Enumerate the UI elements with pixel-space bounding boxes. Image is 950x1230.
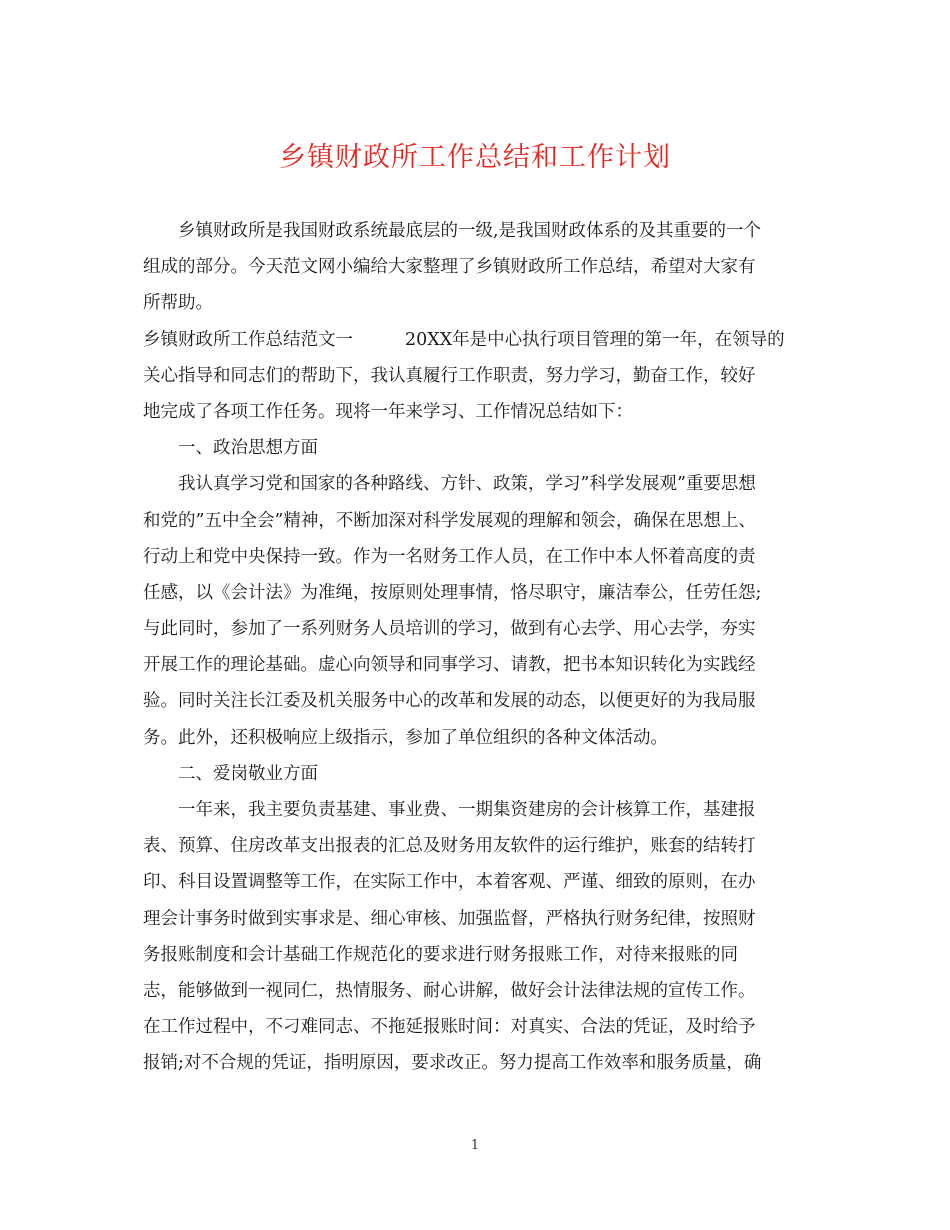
paragraph-line: 地完成了各项工作任务。现将一年来学习、工作情况总结如下：: [143, 401, 633, 422]
page-number: 1: [470, 1138, 480, 1153]
paragraph-line: 志，能够做到一视同仁，热情服务、耐心讲解，做好会计法律法规的宣传工作。: [143, 980, 756, 1001]
paragraph-line: 所帮助。: [143, 293, 213, 314]
paragraph-line: 乡镇财政所是我国财政系统最底层的一级,是我国财政体系的及其重要的一个: [178, 221, 762, 241]
paragraph-text: 20XX年是中心执行项目管理的第一年，在领导的: [405, 329, 785, 350]
section-heading: 一、政治思想方面: [178, 438, 318, 459]
paragraph-line: 表、预算、住房改革支出报表的汇总及财务用友软件的运行维护，账套的结转打: [143, 836, 756, 857]
paragraph-line: 验。同时关注长江委及机关服务中心的改革和发展的动态，以便更好的为我局服: [143, 691, 756, 712]
page-title: 乡镇财政所工作总结和工作计划: [279, 142, 671, 173]
paragraph-line: 关心指导和同志们的帮助下，我认真履行工作职责，努力学习，勤奋工作，较好: [143, 365, 756, 386]
paragraph-line: 一年来，我主要负责基建、事业费、一期集资建房的会计核算工作，基建报: [178, 800, 756, 820]
paragraph-line: 开展工作的理论基础。虚心向领导和同事学习、请教，把书本知识转化为实践经: [143, 655, 756, 676]
document-body: [143, 213, 807, 1082]
paragraph-line: 报销;对不合规的凭证，指明原因，要求改正。努力提高工作效率和服务质量，确: [143, 1053, 762, 1074]
paragraph-line: 理会计事务时做到实事求是、细心审核、加强监督，严格执行财务纪律，按照财: [143, 908, 756, 929]
paragraph-line: 我认真学习党和国家的各种路线、方针、政策，学习”科学发展观”重要思想: [178, 474, 756, 495]
paragraph-line: [143, 322, 807, 358]
paragraph-line: 行动上和党中央保持一致。作为一名财务工作人员，在工作中本人怀着高度的责: [143, 546, 756, 567]
section-heading: 二、爱岗敬业方面: [178, 763, 318, 784]
paragraph-line: 任感，以《会计法》为准绳，按原则处理事情，恪尽职守，廉洁奉公，任劳任怨;: [143, 582, 762, 603]
paragraph-line: 在工作过程中，不刁难同志、不拖延报账时间：对真实、合法的凭证，及时给予: [143, 1017, 756, 1038]
paragraph-line: 印、科目设置调整等工作，在实际工作中，本着客观、严谨、细致的原则，在办: [143, 872, 756, 893]
section-label: 乡镇财政所工作总结范文一: [143, 329, 353, 350]
paragraph-line: 和党的”五中全会”精神，不断加深对科学发展观的理解和领会，确保在思想上、: [143, 510, 756, 531]
paragraph-line: 组成的部分。今天范文网小编给大家整理了乡镇财政所工作总结，希望对大家有: [143, 257, 756, 278]
paragraph-line: 务。此外，还积极响应上级指示，参加了单位组织的各种文体活动。: [143, 727, 668, 748]
paragraph-line: 与此同时，参加了一系列财务人员培训的学习，做到有心去学、用心去学，夯实: [143, 619, 756, 640]
paragraph-line: 务报账制度和会计基础工作规范化的要求进行财务报账工作，对待来报账的同: [143, 944, 738, 965]
